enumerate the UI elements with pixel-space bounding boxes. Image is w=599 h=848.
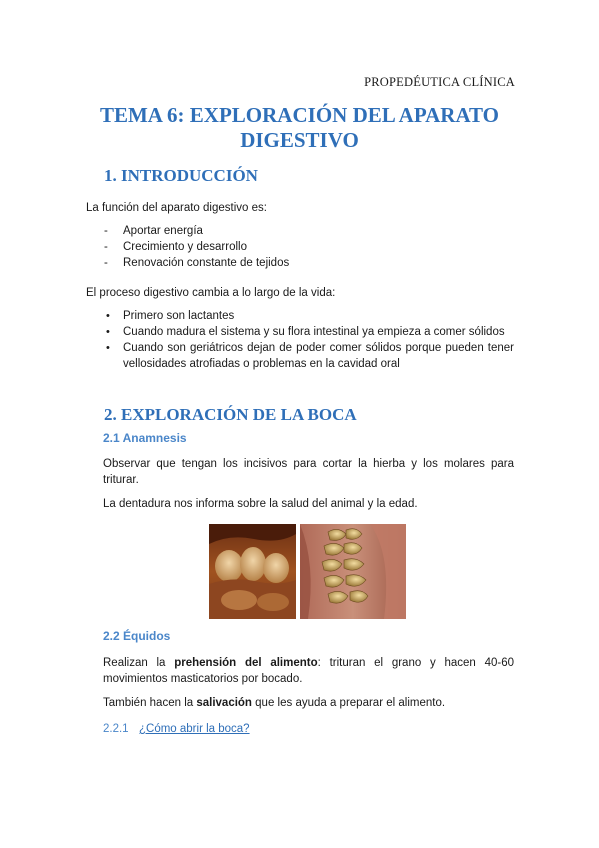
subsection-equidos-heading: 2.2 Équidos	[103, 629, 171, 643]
subsection-open-mouth	[103, 723, 250, 735]
equidos-paragraph-2: También hacen la salivación que les ayuda a preparar el alimento.	[103, 697, 446, 709]
list-item: - Renovación constante de tejidos	[104, 257, 290, 269]
list-item: - Crecimiento y desarrollo	[104, 241, 247, 253]
section-2-heading: 2. EXPLORACIÓN DE LA BOCA	[104, 405, 357, 424]
stages-list	[104, 308, 514, 372]
anamnesis-paragraph-1: Observar que tengan los incisivos para cortar la hierba y los molares para triturar.	[103, 458, 514, 486]
title-line-1: TEMA 6: EXPLORACIÓN DEL APARATO	[99, 103, 500, 127]
salivacion-term: salivación	[196, 697, 252, 709]
list-item: - Aportar energía	[104, 225, 203, 237]
section-1-heading: 1. INTRODUCCIÓN	[104, 166, 258, 185]
list-item: • Cuando madura el sistema y su flora intestinal ya empieza a comer sólidos	[106, 326, 505, 338]
teeth-images	[209, 524, 406, 619]
title-line-2: DIGESTIVO	[240, 128, 359, 152]
anamnesis-paragraph-2: La dentadura nos informa sobre la salud del animal y la edad.	[103, 498, 418, 510]
horse-incisors-image	[209, 524, 296, 619]
horse-molars-image	[300, 524, 406, 619]
subsection-anamnesis-heading: 2.1 Anamnesis	[103, 431, 187, 445]
subsection-number: 2.2.1	[103, 723, 129, 735]
equidos-paragraph-1: Realizan la prehensión del alimento: trituran el grano y hacen 40-60 movimientos masticatorios por bocado.	[103, 657, 514, 685]
list-item: • Cuando son geriátricos dejan de poder comer sólidos porque pueden tener vellosidades atrofiadas o problemas en la cavidad oral	[106, 342, 514, 370]
open-mouth-link[interactable]: ¿Cómo abrir la boca?	[139, 723, 250, 735]
prehension-term: prehensión del alimento	[174, 657, 318, 669]
course-header: PROPEDÉUTICA CLÍNICA	[364, 75, 515, 89]
intro-paragraph: La función del aparato digestivo es:	[86, 202, 267, 214]
functions-list	[104, 223, 524, 271]
page-title	[60, 103, 539, 153]
list-item: • Primero son lactantes	[106, 310, 235, 322]
process-paragraph: El proceso digestivo cambia a lo largo de la vida:	[86, 287, 336, 299]
